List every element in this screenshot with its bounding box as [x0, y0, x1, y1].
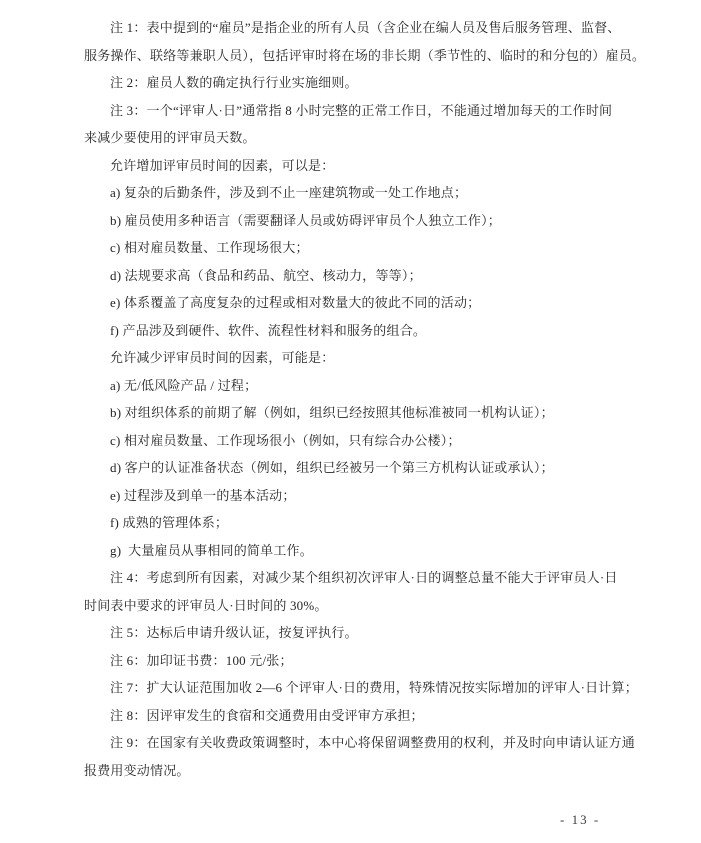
text-line: g) 大量雇员从事相同的简单工作。 [110, 542, 313, 558]
text-line: e) 体系覆盖了高度复杂的过程或相对数量大的彼此不同的活动； [110, 295, 481, 310]
text-line: 允许增加评审员时间的因素，可以是： [110, 157, 335, 173]
text-line: b) 对组织体系的前期了解（例如，组织已经按照其他标准被同一机构认证）； [110, 405, 554, 420]
text-line: 注 5：达标后申请升级认证，按复评执行。 [110, 625, 358, 640]
text-line: 注 4：考虑到所有因素，对减少某个组织初次评审人·日的调整总量不能大于评审员人·日 [110, 570, 618, 585]
page-number: - 13 - [560, 812, 601, 827]
text-line: a) 无/低风险产品 / 过程； [110, 377, 258, 393]
text-line: d) 客户的认证准备状态（例如，组织已经被另一个第三方机构认证或承认）； [110, 460, 554, 475]
text-line: 允许减少评审员时间的因素，可能是： [110, 350, 335, 365]
text-line: 注 7：扩大认证范围加收 2—6 个评审人·日的费用，特殊情况按实际增加的评审人·日计算； [110, 680, 638, 695]
text-line: e) 过程涉及到单一的基本活动； [110, 487, 296, 503]
text-line: 注 2：雇员人数的确定执行行业实施细则。 [110, 75, 358, 90]
text-line: 注 3：一个“评审人·日”通常指 8 小时完整的正常工作日，不能通过增加每天的工作时间 [110, 102, 613, 118]
text-line: 注 1：表中提到的“雇员”是指企业的所有人员（含企业在编人员及售后服务管理、监督、 [110, 20, 621, 35]
text-line: 报费用变动情况。 [84, 762, 190, 778]
text-line: 注 9：在国家有关收费政策调整时，本中心将保留调整费用的权利，并及时向申请认证方通 [110, 735, 635, 750]
text-line: b) 雇员使用多种语言（需要翻译人员或妨碍评审员个人独立工作）； [110, 212, 501, 228]
text-line: c) 相对雇员数量、工作现场很小（例如，只有综合办公楼）； [110, 432, 461, 448]
text-line: 注 8：因评审发生的食宿和交通费用由受评审方承担； [110, 707, 424, 723]
text-line: d) 法规要求高（食品和药品、航空、核动力，等等）； [110, 267, 422, 283]
text-line: f) 产品涉及到硬件、软件、流程性材料和服务的组合。 [110, 322, 427, 338]
text-line: 来减少要使用的评审员天数。 [84, 130, 256, 145]
text-line: 时间表中要求的评审员人·日时间的 30%。 [84, 597, 328, 613]
text-line: f) 成熟的管理体系； [110, 515, 229, 530]
text-line: 服务操作、联络等兼职人员），包括评审时将在场的非长期（季节性的、临时的和分包的）雇员。 [84, 47, 646, 63]
text-line: c) 相对雇员数量、工作现场很大； [110, 240, 309, 255]
text-line: a) 复杂的后勤条件，涉及到不止一座建筑物或一处工作地点； [110, 185, 468, 200]
text-line: 注 6：加印证书费：100 元/张； [110, 652, 293, 668]
